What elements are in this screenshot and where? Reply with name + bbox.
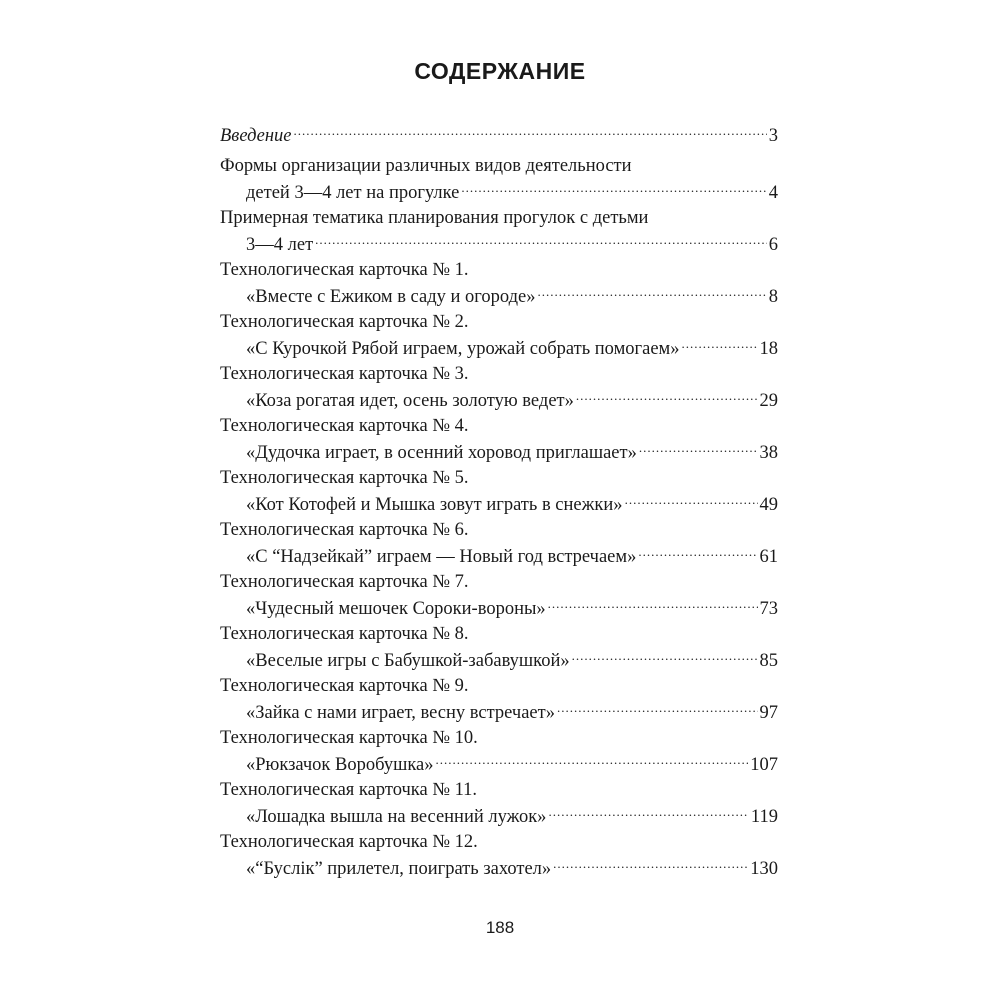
toc-entry-page: 130: [750, 858, 778, 879]
dot-leader: [294, 122, 767, 141]
toc-entry-title: «Лошадка вышла на весенний лужок»: [246, 806, 547, 827]
toc-entry-page: 61: [759, 546, 778, 567]
toc-entry-heading: Технологическая карточка № 8.: [220, 624, 469, 644]
toc-entry-heading: Технологическая карточка № 11.: [220, 780, 478, 800]
toc-entry[interactable]: [220, 569, 778, 621]
toc-entry-page: 107: [750, 754, 778, 775]
toc-entry-title: «Дудочка играет, в осенний хоровод приглашает»: [246, 442, 637, 463]
toc-entry-heading: Технологическая карточка № 12.: [220, 832, 478, 852]
toc-entry-heading: Технологическая карточка № 7.: [220, 572, 469, 592]
toc-entry[interactable]: [220, 413, 778, 465]
page-number: 188: [485, 918, 515, 937]
toc-entry-title: «Чудесный мешочек Сороки-вороны»: [246, 598, 546, 619]
toc-entry-page: 73: [759, 598, 778, 619]
dot-leader: [548, 595, 758, 614]
dot-leader: [436, 751, 749, 770]
toc-entry[interactable]: [220, 777, 778, 829]
toc-entry[interactable]: [220, 361, 778, 413]
dot-leader: [639, 439, 758, 458]
dot-leader: [625, 491, 758, 510]
toc-entry-page: 97: [759, 702, 778, 723]
page-title: СОДЕРЖАНИЕ: [414, 58, 586, 84]
toc-entry-page: 38: [759, 442, 778, 463]
toc-entry-page: 4: [768, 182, 778, 203]
toc-entry-title: «“Буслік” прилетел, поиграть захотел»: [246, 858, 552, 879]
toc-entry-title: детей 3—4 лет на прогулке: [246, 182, 460, 203]
toc-entry-page: 29: [759, 390, 778, 411]
toc-entry[interactable]: [220, 829, 778, 881]
toc-entry-heading: Технологическая карточка № 9.: [220, 676, 469, 696]
toc-entry-title: Введение: [220, 125, 292, 146]
toc-entry[interactable]: [220, 673, 778, 725]
toc-entry-page: 119: [750, 806, 778, 827]
dot-leader: [638, 543, 757, 562]
toc-entry-title: «С Курочкой Рябой играем, урожай собрать помогаем»: [246, 338, 680, 359]
dot-leader: [548, 803, 748, 822]
dot-leader: [461, 179, 766, 198]
toc-entry-title: «Веселые игры с Бабушкой-забавушкой»: [246, 650, 570, 671]
toc-entry[interactable]: [220, 205, 778, 257]
toc-entry-heading: Формы организации различных видов деятельности: [220, 156, 632, 176]
dot-leader: [553, 855, 748, 874]
toc-entry-heading: Технологическая карточка № 10.: [220, 728, 478, 748]
toc-entry-title: «Кот Котофей и Мышка зовут играть в снежки»: [246, 494, 623, 515]
dot-leader: [538, 283, 767, 302]
toc-entry-heading: Технологическая карточка № 3.: [220, 364, 469, 384]
toc-entry-heading: Технологическая карточка № 5.: [220, 468, 469, 488]
toc-entry[interactable]: [220, 725, 778, 777]
toc-entry-title: «Рюкзачок Воробушка»: [246, 754, 434, 775]
toc-entry[interactable]: [220, 153, 778, 205]
toc-entry-title: «С “Надзейкай” играем — Новый год встречаем»: [246, 546, 637, 567]
toc-entry-title: «Зайка с нами играет, весну встречает»: [246, 702, 555, 723]
toc-entry[interactable]: [220, 465, 778, 517]
toc-entry-page: 85: [759, 650, 778, 671]
dot-leader: [557, 699, 758, 718]
toc-entry-introduction[interactable]: [220, 122, 778, 153]
toc-entry-page: 8: [768, 286, 778, 307]
toc-entry-page: 18: [759, 338, 778, 359]
toc-entry-page: 49: [759, 494, 778, 515]
toc-entry-title: «Коза рогатая идет, осень золотую ведет»: [246, 390, 574, 411]
toc-entry[interactable]: [220, 621, 778, 673]
toc-entry-heading: Технологическая карточка № 2.: [220, 312, 469, 332]
dot-leader: [682, 335, 758, 354]
toc-entry-heading: Примерная тематика планирования прогулок с детьми: [220, 208, 649, 228]
toc-entry-page: 3: [768, 125, 778, 146]
toc-entry-heading: Технологическая карточка № 6.: [220, 520, 469, 540]
toc-entry[interactable]: [220, 309, 778, 361]
dot-leader: [315, 231, 767, 250]
toc-entry-title: 3—4 лет: [246, 234, 314, 255]
toc-entry-page: 6: [768, 234, 778, 255]
toc-entry[interactable]: [220, 517, 778, 569]
table-of-contents: [220, 122, 778, 881]
toc-entry-heading: Технологическая карточка № 4.: [220, 416, 469, 436]
toc-entry-title: «Вместе с Ежиком в саду и огороде»: [246, 286, 536, 307]
dot-leader: [576, 387, 758, 406]
toc-entry[interactable]: [220, 257, 778, 309]
toc-entry-heading: Технологическая карточка № 1.: [220, 260, 469, 280]
dot-leader: [572, 647, 758, 666]
